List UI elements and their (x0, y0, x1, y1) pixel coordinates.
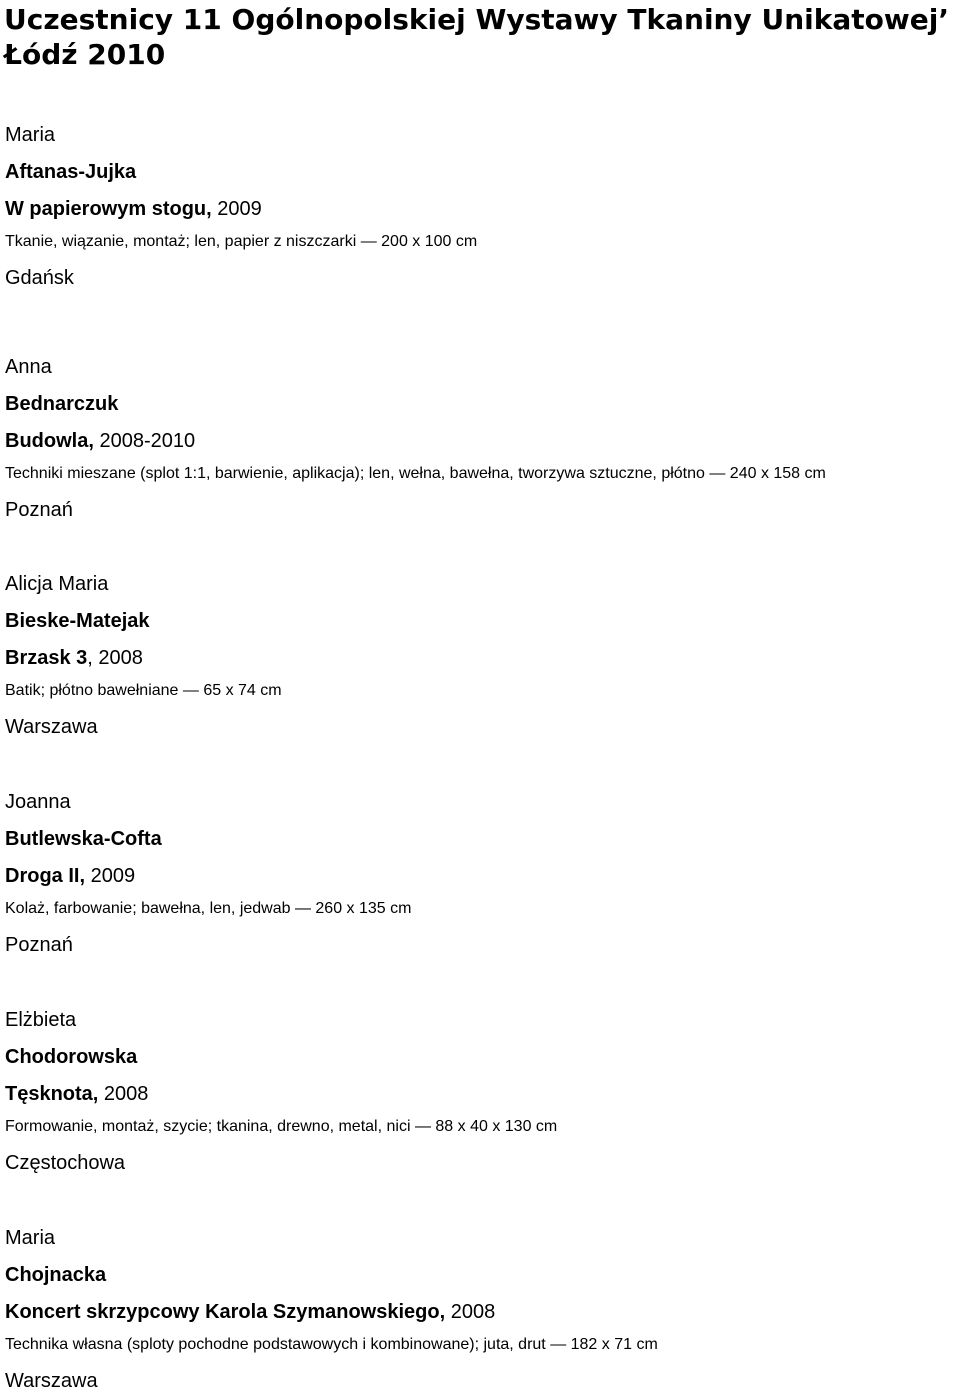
artwork-year: 2008 (445, 1301, 496, 1323)
participant-first-name: Anna (5, 356, 52, 378)
participant-city: Poznań (5, 499, 73, 521)
participant-first-name: Elżbieta (5, 1009, 77, 1031)
artwork-year: 2009 (85, 865, 136, 887)
participant-first-name: Alicja Maria (5, 573, 109, 595)
artwork-year: 2008 (98, 1083, 149, 1105)
participant-city: Gdańsk (5, 267, 74, 289)
participant-last-name: Butlewska-Cofta (5, 828, 162, 850)
artwork-line (5, 1082, 148, 1106)
participant-city: Częstochowa (5, 1152, 126, 1174)
artwork-technique: Tkanie, wiązanie, montaż; len, papier z niszczarki — 200 x 100 cm (5, 233, 478, 250)
participant-last-name: Bednarczuk (5, 393, 119, 415)
participant-city: Warszawa (5, 1370, 98, 1392)
artwork-year: 2009 (211, 198, 262, 220)
participant-last-name: Bieske-Matejak (5, 610, 150, 632)
artwork-line (5, 429, 195, 453)
page-title: Uczestnicy 11 Ogólnopolskiej Wystawy Tkaniny Unikatowej’ Łódź 2010 (4, 3, 949, 71)
artwork-title: Tęsknota, (5, 1083, 99, 1105)
participant-last-name: Aftanas-Jujka (5, 161, 137, 183)
artwork-title: Brzask 3 (5, 647, 88, 669)
participant-city: Warszawa (5, 716, 98, 738)
artwork-title: Koncert skrzypcowy Karola Szymanowskiego, (5, 1301, 446, 1323)
artwork-technique: Batik; płótno bawełniane — 65 x 74 cm (5, 682, 282, 699)
artwork-technique: Techniki mieszane (splot 1:1, barwienie, aplikacja); len, wełna, bawełna, tworzywa sztuczne, płótno — 240 x 158 cm (5, 465, 826, 482)
artwork-title: Budowla, (5, 430, 94, 452)
participant-city: Poznań (5, 934, 73, 956)
artwork-title: Droga II, (5, 865, 86, 887)
participant-first-name: Maria (5, 1227, 56, 1249)
artwork-year: , 2008 (87, 647, 143, 669)
artwork-line (5, 864, 135, 888)
participant-first-name: Maria (5, 124, 56, 146)
participant-last-name: Chojnacka (5, 1264, 107, 1286)
artwork-line (5, 197, 262, 221)
participant-last-name: Chodorowska (5, 1046, 138, 1068)
artwork-technique: Technika własna (sploty pochodne podstawowych i kombinowane); juta, drut — 182 x 71 cm (5, 1336, 658, 1353)
artwork-technique: Formowanie, montaż, szycie; tkanina, drewno, metal, nici — 88 x 40 x 130 cm (5, 1118, 558, 1135)
artwork-line (5, 646, 143, 670)
participant-first-name: Joanna (5, 791, 71, 813)
artwork-line (5, 1300, 495, 1324)
artwork-year: 2008-2010 (93, 430, 196, 452)
artwork-technique: Kolaż, farbowanie; bawełna, len, jedwab — 260 x 135 cm (5, 900, 412, 917)
artwork-title: W papierowym stogu, (5, 198, 212, 220)
